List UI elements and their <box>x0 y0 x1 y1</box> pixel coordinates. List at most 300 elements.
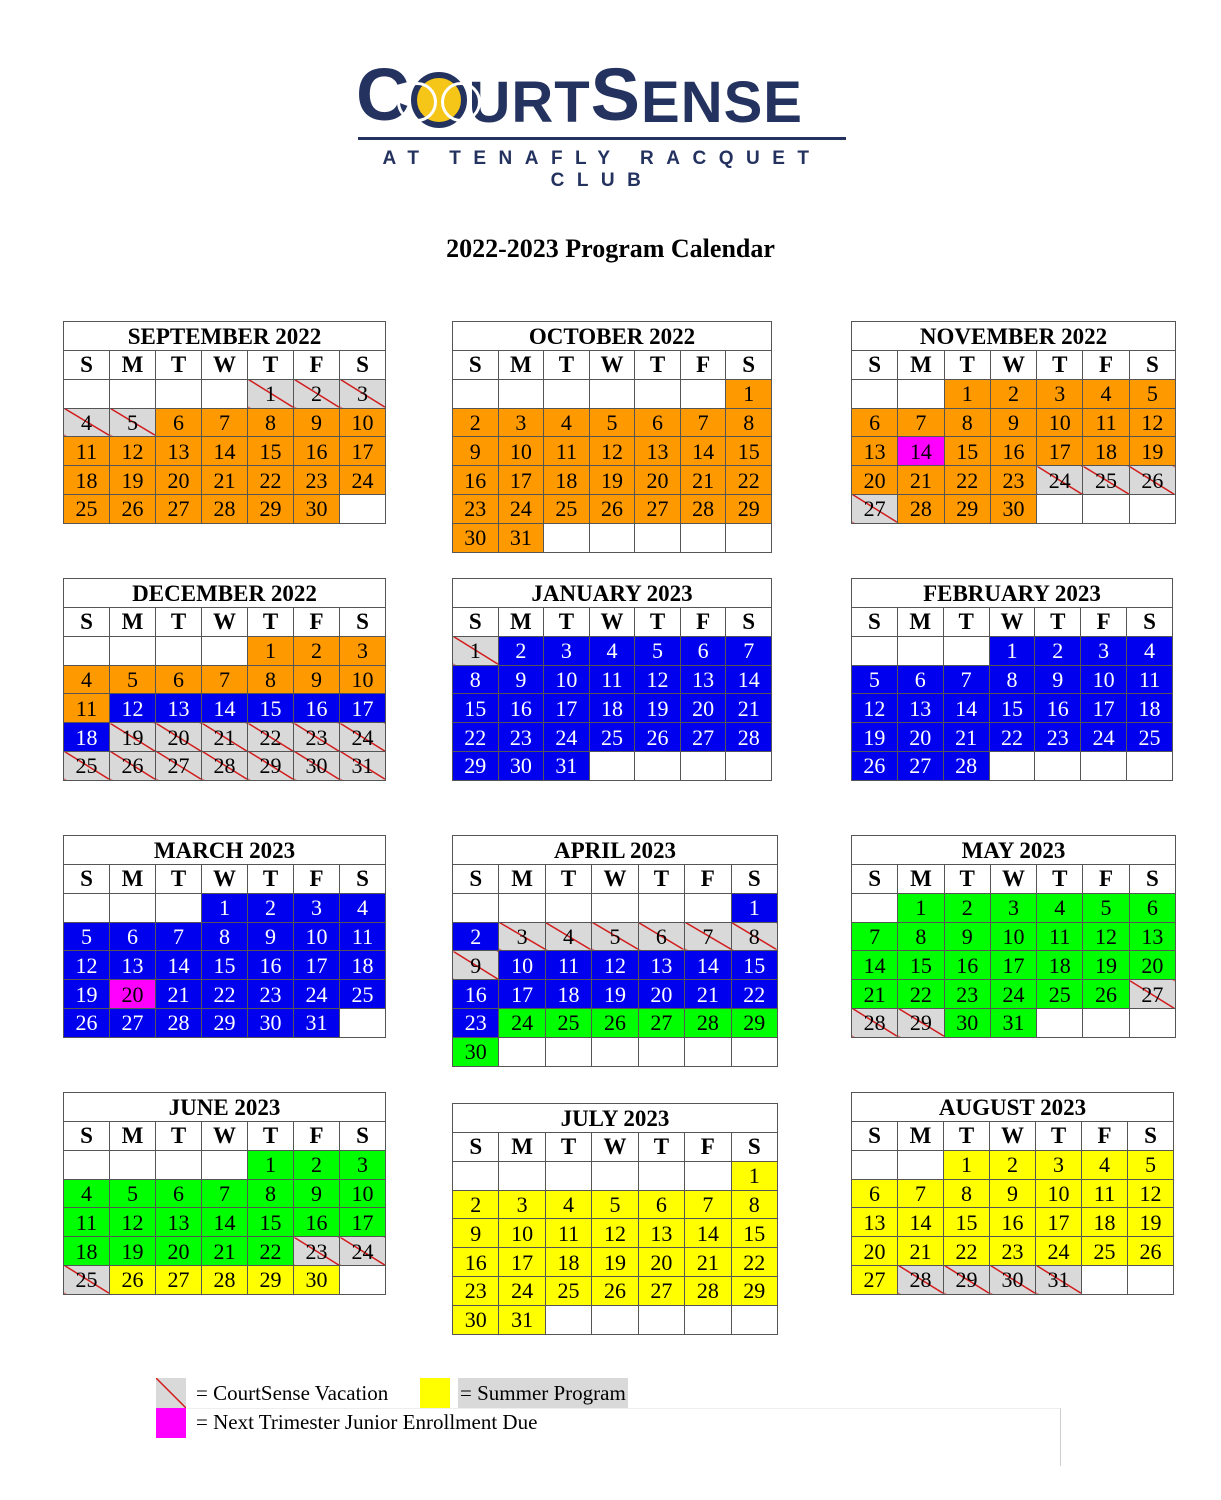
calendar-day: 27 <box>852 1265 898 1294</box>
calendar-day: 9 <box>453 1219 499 1248</box>
calendar-day: 13 <box>638 951 684 980</box>
calendar-day: 18 <box>340 951 386 980</box>
legend-enrollment-label: = Next Trimester Junior Enrollment Due <box>196 1410 538 1434</box>
empty-cell <box>453 893 499 922</box>
logo-letters-ense: ENSE <box>641 70 803 135</box>
calendar-day: 8 <box>731 1190 777 1219</box>
calendar-day: 7 <box>685 1190 731 1219</box>
calendar-day: 22 <box>202 980 248 1009</box>
vacation-day: 7 <box>685 922 731 951</box>
calendar-day: 9 <box>294 1179 340 1208</box>
calendar-day: 7 <box>680 408 726 437</box>
vacation-day: 9 <box>453 951 499 980</box>
calendar-day: 11 <box>340 922 386 951</box>
empty-cell <box>202 379 248 408</box>
month-calendar <box>851 835 1176 1038</box>
calendar-day: 30 <box>453 1037 499 1066</box>
weekday-header: S <box>852 608 898 637</box>
weekday-header: F <box>680 608 726 637</box>
calendar-day: 13 <box>156 694 202 723</box>
vacation-swatch <box>156 1378 186 1408</box>
calendar-day: 9 <box>990 1179 1036 1208</box>
weekday-header: S <box>64 865 110 894</box>
calendar-day: 25 <box>545 1276 591 1305</box>
month-calendar <box>851 1092 1174 1295</box>
calendar-day: 15 <box>202 951 248 980</box>
weekday-header: S <box>340 608 386 637</box>
month-title: SEPTEMBER 2022 <box>64 322 386 351</box>
calendar-day: 7 <box>202 665 248 694</box>
calendar-day: 10 <box>498 437 544 466</box>
weekday-header: F <box>1083 351 1129 380</box>
weekday-header: T <box>544 351 590 380</box>
weekday-header: T <box>248 351 294 380</box>
empty-cell <box>1127 751 1173 780</box>
calendar-day: 23 <box>294 466 340 495</box>
weekday-header: W <box>202 608 248 637</box>
weekday-header: S <box>340 351 386 380</box>
calendar-day: 17 <box>1036 1208 1082 1237</box>
weekday-header: W <box>589 351 635 380</box>
month-table <box>452 578 772 781</box>
weekday-header: T <box>1035 608 1081 637</box>
weekday-header: W <box>202 351 248 380</box>
month-calendar <box>452 578 772 781</box>
empty-cell <box>499 1037 545 1066</box>
calendar-day: 13 <box>156 437 202 466</box>
calendar-day: 15 <box>248 694 294 723</box>
calendar-day: 1 <box>944 1150 990 1179</box>
calendar-day: 18 <box>545 1248 591 1277</box>
calendar-day: 12 <box>110 437 156 466</box>
calendar-day: 21 <box>685 1248 731 1277</box>
vacation-day: 4 <box>545 922 591 951</box>
weekday-header: S <box>852 865 898 894</box>
calendar-day: 8 <box>726 408 772 437</box>
calendar-day: 18 <box>1037 951 1083 980</box>
weekday-header: T <box>545 865 591 894</box>
calendar-day: 20 <box>680 694 726 723</box>
calendar-day: 1 <box>989 636 1035 665</box>
weekday-header: T <box>248 1122 294 1151</box>
calendar-day: 19 <box>1128 1208 1174 1237</box>
weekday-header: S <box>340 865 386 894</box>
vacation-day: 1 <box>453 636 499 665</box>
calendar-day: 6 <box>635 408 681 437</box>
calendar-day: 11 <box>1037 922 1083 951</box>
weekday-header: S <box>1129 865 1175 894</box>
vacation-day: 30 <box>990 1265 1036 1294</box>
empty-cell <box>592 893 638 922</box>
month-table <box>851 578 1173 781</box>
calendar-day: 10 <box>544 665 590 694</box>
empty-cell <box>499 1161 545 1190</box>
empty-cell <box>685 1305 731 1334</box>
month-calendar <box>452 835 778 1067</box>
calendar-day: 7 <box>202 408 248 437</box>
calendar-day: 19 <box>1129 437 1175 466</box>
calendar-day: 28 <box>680 494 726 523</box>
empty-cell <box>680 523 726 552</box>
legend-vacation-label: = CourtSense Vacation <box>196 1381 389 1405</box>
weekday-header: M <box>499 865 545 894</box>
vacation-day: 25 <box>64 751 110 780</box>
calendar-day: 31 <box>498 523 544 552</box>
calendar-day: 4 <box>545 1190 591 1219</box>
calendar-day: 24 <box>340 466 386 495</box>
empty-cell <box>545 1161 591 1190</box>
calendar-day: 9 <box>453 437 499 466</box>
calendar-day: 9 <box>498 665 544 694</box>
empty-cell <box>110 1150 156 1179</box>
calendar-day: 17 <box>499 980 545 1009</box>
vacation-day: 23 <box>294 1237 340 1266</box>
logo-wordmark <box>356 53 848 136</box>
vacation-day: 29 <box>898 1008 944 1037</box>
weekday-header: M <box>498 608 544 637</box>
calendar-day: 2 <box>294 636 340 665</box>
calendar-day: 3 <box>1037 379 1083 408</box>
empty-cell <box>453 1161 499 1190</box>
calendar-day: 23 <box>453 1008 499 1037</box>
empty-cell <box>202 636 248 665</box>
calendar-day: 4 <box>340 893 386 922</box>
weekday-header: S <box>64 351 110 380</box>
legend-summer-label: = Summer Program <box>458 1378 628 1408</box>
calendar-day: 27 <box>156 494 202 523</box>
calendar-day: 4 <box>64 1179 110 1208</box>
vacation-day: 3 <box>340 379 386 408</box>
calendar-day: 8 <box>989 665 1035 694</box>
month-calendar <box>63 321 386 524</box>
calendar-day: 8 <box>944 1179 990 1208</box>
logo-letter-s: S <box>590 53 642 136</box>
weekday-header: S <box>453 1133 499 1162</box>
calendar-day: 22 <box>944 1237 990 1266</box>
empty-cell <box>1129 1008 1175 1037</box>
weekday-header: T <box>156 1122 202 1151</box>
calendar-day: 19 <box>635 694 681 723</box>
weekday-header: T <box>248 865 294 894</box>
weekday-header: M <box>110 1122 156 1151</box>
vacation-day: 28 <box>852 1008 898 1037</box>
month-title: JUNE 2023 <box>64 1093 386 1122</box>
calendar-day: 1 <box>731 1161 777 1190</box>
calendar-day: 28 <box>156 1008 202 1037</box>
empty-cell <box>156 379 202 408</box>
empty-cell <box>340 1008 386 1037</box>
calendar-day: 12 <box>589 437 635 466</box>
calendar-day: 3 <box>544 636 590 665</box>
calendar-day: 6 <box>852 1179 898 1208</box>
calendar-day: 3 <box>1036 1150 1082 1179</box>
calendar-day: 23 <box>990 1237 1036 1266</box>
calendar-day: 17 <box>990 951 1036 980</box>
calendar-day: 24 <box>498 494 544 523</box>
vacation-day: 26 <box>1129 466 1175 495</box>
month-table <box>851 835 1176 1038</box>
vacation-day: 31 <box>1036 1265 1082 1294</box>
calendar-day: 14 <box>156 951 202 980</box>
calendar-day: 12 <box>110 1208 156 1237</box>
calendar-day: 1 <box>898 893 944 922</box>
weekday-header: S <box>453 351 499 380</box>
calendar-day: 4 <box>1127 636 1173 665</box>
calendar-day: 18 <box>1083 437 1129 466</box>
calendar-day: 13 <box>680 665 726 694</box>
logo-letters-urt: URT <box>468 70 591 135</box>
calendar-day: 2 <box>498 636 544 665</box>
calendar-day: 14 <box>202 437 248 466</box>
vacation-day: 24 <box>1037 466 1083 495</box>
vacation-day: 8 <box>731 922 777 951</box>
calendar-day: 16 <box>453 466 499 495</box>
calendar-day: 26 <box>64 1008 110 1037</box>
calendar-day: 15 <box>453 694 499 723</box>
weekday-header: F <box>680 351 726 380</box>
weekday-header: F <box>685 1133 731 1162</box>
weekday-header: S <box>726 351 772 380</box>
vacation-day: 28 <box>202 751 248 780</box>
calendar-day: 18 <box>1127 694 1173 723</box>
calendar-day: 10 <box>1036 1179 1082 1208</box>
empty-cell <box>638 893 684 922</box>
calendar-day: 16 <box>248 951 294 980</box>
empty-cell <box>545 1037 591 1066</box>
empty-cell <box>202 1150 248 1179</box>
calendar-day: 3 <box>1081 636 1127 665</box>
calendar-day: 22 <box>731 1248 777 1277</box>
calendar-day: 15 <box>726 437 772 466</box>
calendar-day: 23 <box>248 980 294 1009</box>
calendar-day: 26 <box>110 1265 156 1294</box>
calendar-day: 20 <box>852 466 898 495</box>
month-calendar <box>63 835 386 1038</box>
calendar-day: 16 <box>990 1208 1036 1237</box>
vacation-day: 5 <box>110 408 156 437</box>
calendar-day: 22 <box>726 466 772 495</box>
calendar-day: 2 <box>944 893 990 922</box>
vacation-day: 27 <box>156 751 202 780</box>
vacation-day: 22 <box>248 723 294 752</box>
calendar-day: 3 <box>499 1190 545 1219</box>
vacation-day: 2 <box>294 379 340 408</box>
weekday-header: T <box>638 1133 684 1162</box>
empty-cell <box>897 636 943 665</box>
calendar-day: 11 <box>1083 408 1129 437</box>
weekday-header: M <box>898 865 944 894</box>
calendar-day: 30 <box>944 1008 990 1037</box>
calendar-day: 17 <box>499 1248 545 1277</box>
calendar-day: 5 <box>1128 1150 1174 1179</box>
month-calendar <box>63 578 386 781</box>
weekday-header: W <box>589 608 635 637</box>
empty-cell <box>156 893 202 922</box>
calendar-day: 3 <box>340 1150 386 1179</box>
calendar-day: 12 <box>852 694 898 723</box>
weekday-header: F <box>294 608 340 637</box>
calendar-day: 6 <box>897 665 943 694</box>
weekday-header: S <box>726 608 772 637</box>
calendar-day: 14 <box>680 437 726 466</box>
weekday-header: S <box>453 865 499 894</box>
calendar-day: 5 <box>589 408 635 437</box>
empty-cell <box>852 636 898 665</box>
calendar-day: 2 <box>990 379 1036 408</box>
weekday-header: F <box>294 351 340 380</box>
calendar-day: 17 <box>340 437 386 466</box>
empty-cell <box>898 379 944 408</box>
empty-cell <box>852 379 898 408</box>
calendar-day: 28 <box>685 1276 731 1305</box>
vacation-day: 24 <box>340 723 386 752</box>
empty-cell <box>545 893 591 922</box>
vacation-day: 1 <box>248 379 294 408</box>
month-table <box>851 321 1176 524</box>
calendar-day: 17 <box>294 951 340 980</box>
empty-cell <box>110 893 156 922</box>
calendar-day: 27 <box>635 494 681 523</box>
vacation-day: 29 <box>944 1265 990 1294</box>
calendar-day: 19 <box>110 1237 156 1266</box>
tennis-ball-icon <box>411 72 467 128</box>
calendar-day: 26 <box>592 1276 638 1305</box>
weekday-header: T <box>1037 865 1083 894</box>
month-title: FEBRUARY 2023 <box>852 579 1173 608</box>
vacation-day: 24 <box>340 1237 386 1266</box>
logo-subtitle: AT TENAFLY RACQUET CLUB <box>382 148 822 191</box>
calendar-day: 27 <box>897 751 943 780</box>
empty-cell <box>731 1305 777 1334</box>
calendar-day: 4 <box>1037 893 1083 922</box>
calendar-day: 9 <box>944 922 990 951</box>
month-title: MARCH 2023 <box>64 836 386 865</box>
calendar-day: 16 <box>453 980 499 1009</box>
empty-cell <box>544 523 590 552</box>
weekday-header: W <box>202 1122 248 1151</box>
weekday-header: T <box>1036 1122 1082 1151</box>
calendar-day: 23 <box>498 723 544 752</box>
calendar-day: 19 <box>592 980 638 1009</box>
empty-cell <box>156 1150 202 1179</box>
weekday-header: T <box>156 608 202 637</box>
calendar-day: 4 <box>1082 1150 1128 1179</box>
vacation-day: 27 <box>1129 980 1175 1009</box>
calendar-day: 14 <box>898 1208 944 1237</box>
calendar-day: 25 <box>589 723 635 752</box>
empty-cell <box>340 1265 386 1294</box>
calendar-day: 17 <box>498 466 544 495</box>
month-title: NOVEMBER 2022 <box>852 322 1176 351</box>
weekday-header: T <box>944 865 990 894</box>
calendar-day: 15 <box>898 951 944 980</box>
calendar-day: 20 <box>1129 951 1175 980</box>
empty-cell <box>680 379 726 408</box>
empty-cell <box>498 379 544 408</box>
calendar-day: 17 <box>340 694 386 723</box>
calendar-day: 12 <box>110 694 156 723</box>
calendar-day: 29 <box>731 1276 777 1305</box>
weekday-header: F <box>1081 608 1127 637</box>
vacation-day: 21 <box>202 723 248 752</box>
calendar-day: 20 <box>852 1237 898 1266</box>
vacation-day: 20 <box>156 723 202 752</box>
month-table <box>63 1092 386 1295</box>
calendar-day: 12 <box>592 1219 638 1248</box>
calendar-day: 31 <box>544 751 590 780</box>
calendar-day: 18 <box>1082 1208 1128 1237</box>
empty-cell <box>898 1150 944 1179</box>
weekday-header: W <box>990 351 1036 380</box>
calendar-day: 16 <box>498 694 544 723</box>
empty-cell <box>64 893 110 922</box>
empty-cell <box>638 1037 684 1066</box>
calendar-day: 10 <box>340 408 386 437</box>
logo-letter-c: C <box>356 53 411 136</box>
weekday-header: M <box>897 608 943 637</box>
empty-cell <box>680 751 726 780</box>
weekday-header: M <box>898 1122 944 1151</box>
calendar-day: 22 <box>944 466 990 495</box>
calendar-day: 21 <box>726 694 772 723</box>
calendar-day: 9 <box>248 922 294 951</box>
weekday-header: S <box>852 351 898 380</box>
calendar-day: 28 <box>898 494 944 523</box>
month-table <box>452 321 772 553</box>
calendar-day: 30 <box>990 494 1036 523</box>
calendar-day: 25 <box>1127 723 1173 752</box>
calendar-day: 30 <box>294 494 340 523</box>
calendar-day: 10 <box>499 951 545 980</box>
calendar-day: 15 <box>731 951 777 980</box>
calendar-day: 15 <box>989 694 1035 723</box>
empty-cell <box>1128 1265 1174 1294</box>
empty-cell <box>685 1037 731 1066</box>
calendar-day: 1 <box>726 379 772 408</box>
empty-cell <box>545 1305 591 1334</box>
calendar-day: 14 <box>852 951 898 980</box>
calendar-day: 18 <box>544 466 590 495</box>
calendar-day: 2 <box>1035 636 1081 665</box>
month-calendar <box>452 321 772 553</box>
calendar-day: 15 <box>731 1219 777 1248</box>
calendar-day: 10 <box>294 922 340 951</box>
month-table <box>63 578 386 781</box>
calendar-day: 24 <box>1081 723 1127 752</box>
vacation-day: 5 <box>592 922 638 951</box>
calendar-day: 12 <box>635 665 681 694</box>
calendar-day: 1 <box>248 636 294 665</box>
month-title: OCTOBER 2022 <box>453 322 772 351</box>
weekday-header: S <box>64 608 110 637</box>
weekday-header: W <box>592 1133 638 1162</box>
vacation-day: 31 <box>340 751 386 780</box>
empty-cell <box>1035 751 1081 780</box>
calendar-day: 15 <box>248 1208 294 1237</box>
empty-cell <box>989 751 1035 780</box>
month-calendar <box>452 1103 778 1335</box>
calendar-day: 5 <box>592 1190 638 1219</box>
calendar-day: 25 <box>340 980 386 1009</box>
calendar-day: 20 <box>897 723 943 752</box>
calendar-day: 29 <box>453 751 499 780</box>
calendar-day: 12 <box>64 951 110 980</box>
empty-cell <box>1083 1008 1129 1037</box>
calendar-day: 5 <box>110 1179 156 1208</box>
calendar-day: 4 <box>1083 379 1129 408</box>
vacation-day: 27 <box>852 494 898 523</box>
calendar-day: 12 <box>1129 408 1175 437</box>
